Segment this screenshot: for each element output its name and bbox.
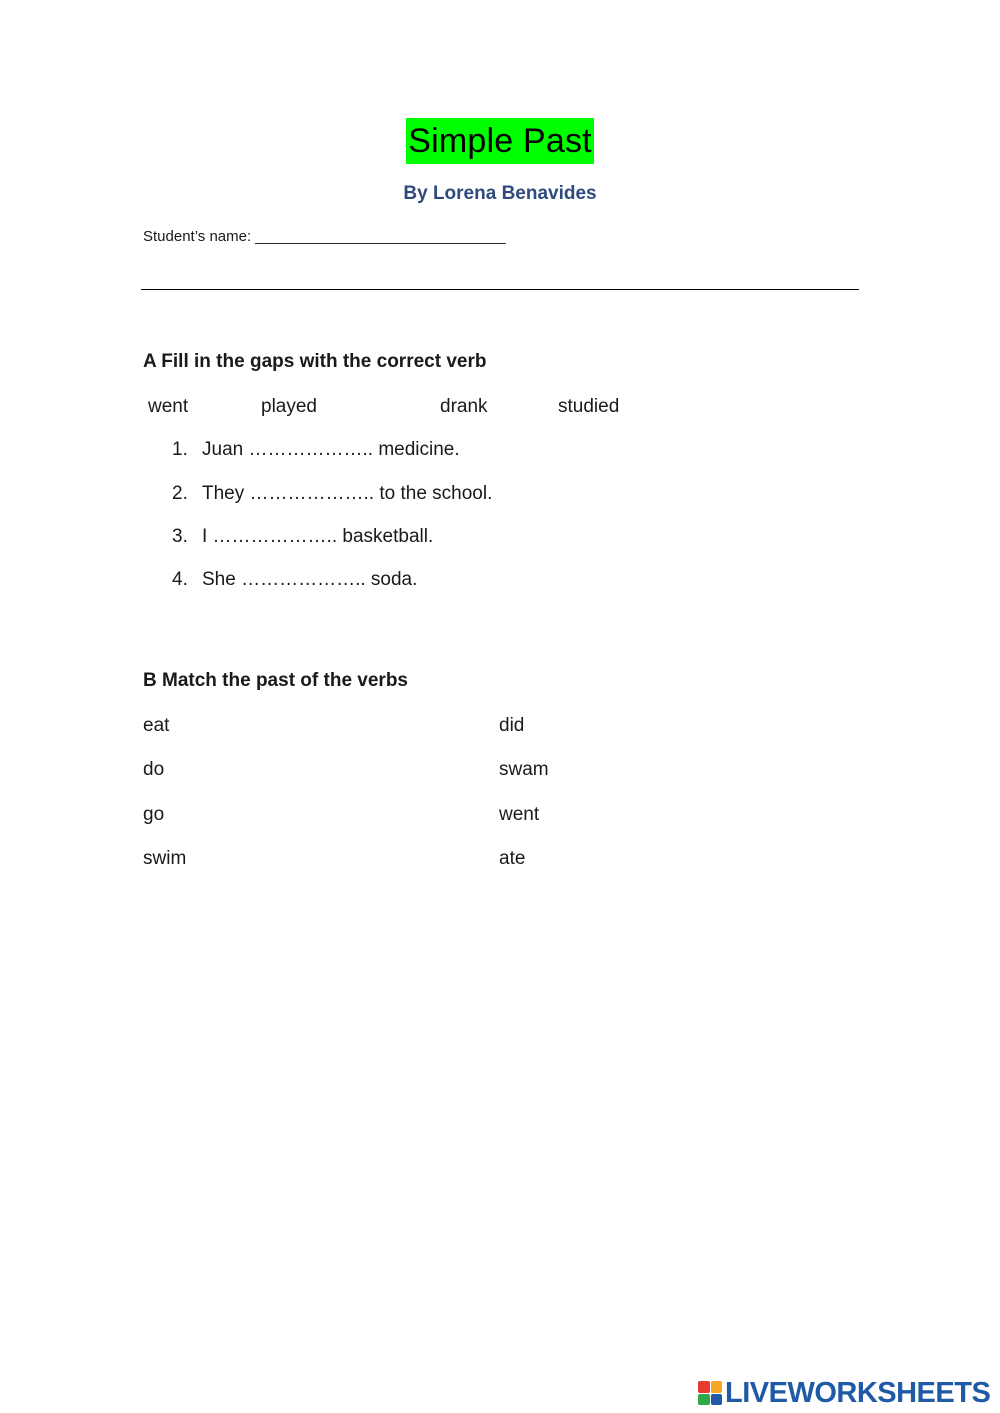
match-right-item: swam — [499, 759, 549, 780]
gap-sentence — [172, 569, 417, 591]
divider — [141, 289, 859, 290]
sentence-text: I ……………….. basketball. — [202, 526, 434, 547]
gap-sentence — [172, 439, 460, 461]
match-left-item: eat — [143, 715, 170, 736]
gap-sentence — [172, 526, 433, 548]
section-b-heading: B Match the past of the verbs — [143, 670, 408, 691]
logo-text: LIVEWORKSHEETS — [725, 1376, 991, 1409]
logo-squares-icon — [698, 1381, 722, 1405]
word-bank-item: played — [261, 396, 317, 417]
liveworksheets-logo — [698, 1378, 990, 1408]
sentence-text: She ……………….. soda. — [202, 569, 418, 590]
match-left-item: swim — [143, 848, 187, 869]
sentence-number: 3. — [172, 526, 188, 547]
gap-sentence — [172, 483, 492, 505]
sentence-number: 4. — [172, 569, 188, 590]
sentence-number: 1. — [172, 439, 188, 460]
title-wrapper — [0, 118, 1000, 164]
word-bank-item: went — [148, 396, 189, 417]
word-bank-item: drank — [440, 396, 488, 417]
match-right-item: went — [499, 804, 540, 825]
page-title: Simple Past — [406, 118, 594, 164]
match-right-item: did — [499, 715, 525, 736]
match-right-item: ate — [499, 848, 526, 869]
author-line: By Lorena Benavides — [403, 183, 597, 204]
sentence-text: They ……………….. to the school. — [202, 483, 493, 504]
section-a-heading: A Fill in the gaps with the correct verb — [143, 351, 487, 372]
match-left-item: do — [143, 759, 165, 780]
match-left-item: go — [143, 804, 165, 825]
word-bank-item: studied — [558, 396, 620, 417]
student-name-field[interactable]: Student’s name: ______________________________ — [143, 228, 506, 245]
sentence-text: Juan ……………….. medicine. — [202, 439, 460, 460]
sentence-number: 2. — [172, 483, 188, 504]
